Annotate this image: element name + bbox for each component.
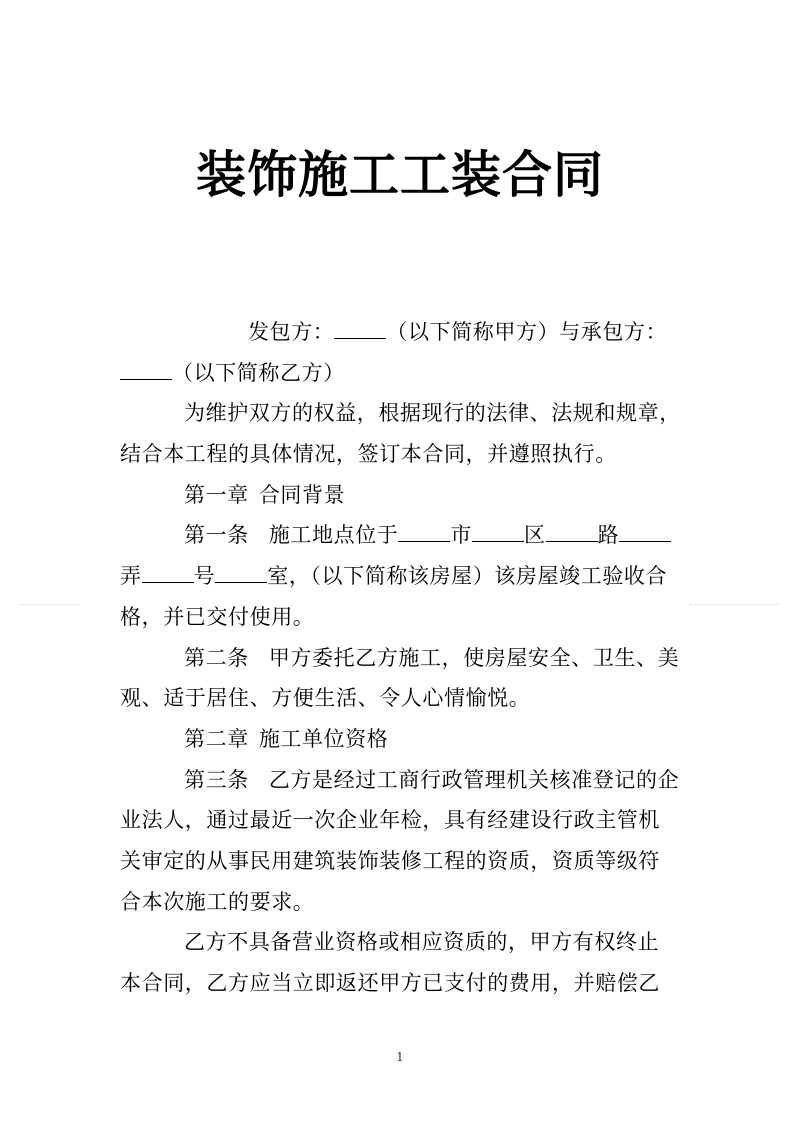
article-2-line-1 [120,638,685,679]
chapter-1-heading [120,475,685,516]
lane-label: 弄 [120,564,142,589]
article-3-line-4: 合本次施工的要求。 [120,889,315,914]
parties-text: （以下简称甲方）与承包方： [386,320,668,344]
road-blank-1 [546,519,598,542]
document-title: 装饰施工工装合同 [196,145,604,204]
preamble-line-1: 为维护双方的权益，根据现行的法律、法规和规章， [184,401,681,426]
city-label: 市 [450,523,473,548]
article-label: 第一条 [184,523,249,548]
article-2-line-2: 观、适于居住、方便生活、令人心情愉悦。 [120,686,531,711]
article-text: 甲方委托乙方施工，使房屋安全、卫生、美 [268,645,680,670]
contractor-blank [120,357,172,380]
page-number: 1 [396,1050,404,1064]
employer-label: 发包方： [248,320,335,344]
document-body [120,312,685,1004]
room-text: 室，（以下简称该房屋）该房屋竣工验收合 [267,564,668,589]
article-label: 第二条 [184,645,249,670]
road-label: 路 [597,523,620,548]
paragraph-line-2: 本合同，乙方应当立即返还甲方已支付的费用，并赔偿乙 [120,971,660,995]
divider-right [690,604,780,605]
preamble-line-2: 结合本工程的具体情况，签订本合同，并遵照执行。 [120,442,617,467]
article-3-line-1 [120,760,685,801]
road-blank-2 [619,519,671,542]
divider-left [20,604,80,605]
contractor-text: （以下简称乙方） [172,360,345,385]
article-1-line-2 [120,556,685,597]
lane-blank [142,560,194,583]
district-label: 区 [524,523,546,548]
room-blank [215,560,267,583]
article-1-line-3: 格，并已交付使用。 [120,604,315,629]
parties-line-1 [120,312,685,353]
article-3-line-2: 业法人，通过最近一次企业年检，具有经建设行政主管机 [120,808,660,833]
article-text: 施工地点位于 [268,523,399,548]
chapter-title: 合同背景 [258,482,346,507]
article-3-line-3: 关审定的从事民用建筑装饰装修工程的资质，资质等级符 [120,848,660,873]
district-blank [472,519,524,542]
paragraph-line-1: 乙方不具备营业资格或相应资质的，甲方有权终止 [184,930,660,955]
parties-line-2 [120,353,685,394]
chapter-label: 第一章 [184,482,249,507]
article-1-line-1 [120,515,685,556]
article-label: 第三条 [184,767,249,792]
chapter-label: 第二章 [184,726,249,751]
article-text: 乙方是经过工商行政管理机关核准登记的企 [268,767,680,792]
chapter-title: 施工单位资格 [258,726,389,751]
employer-blank [334,316,386,339]
chapter-2-heading [120,719,685,760]
city-blank [398,519,450,542]
number-label: 号 [193,564,216,589]
